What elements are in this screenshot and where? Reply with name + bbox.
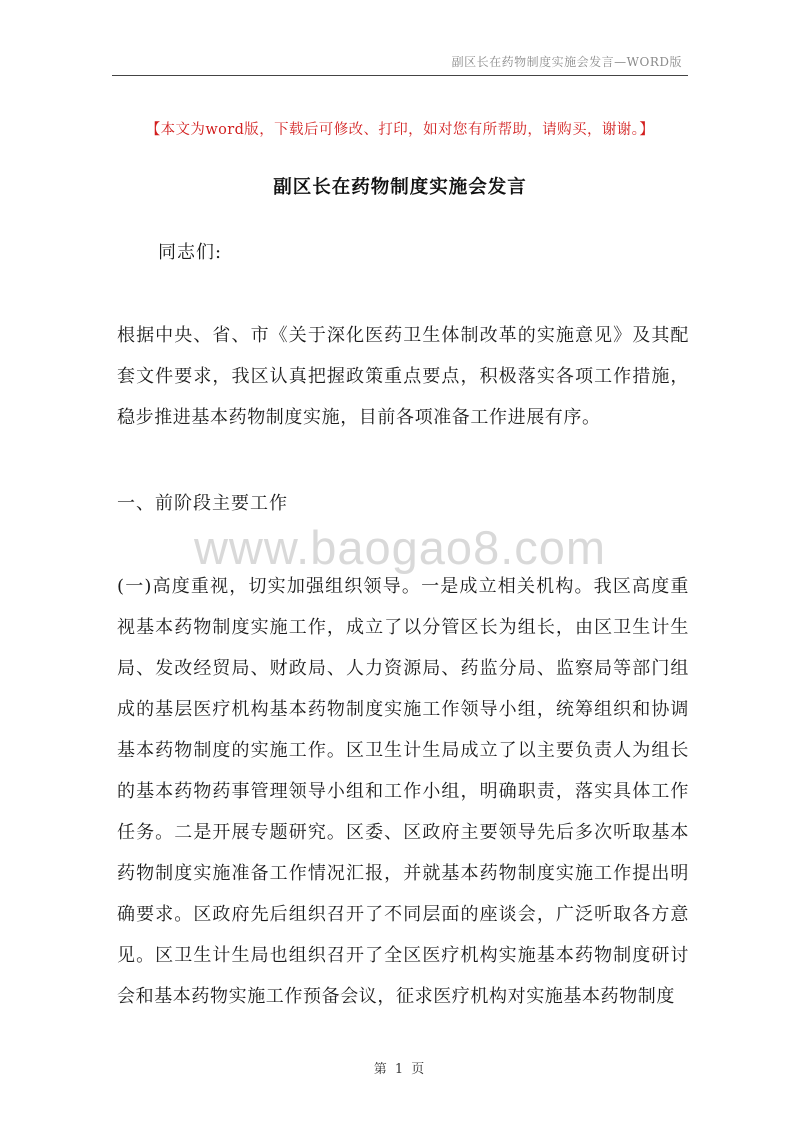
document-title: 副区长在药物制度实施会发言 bbox=[273, 177, 527, 198]
salutation: 同志们: bbox=[158, 242, 223, 263]
paragraph-intro: 根据中央、省、市《关于深化医药卫生体制改革的实施意见》及其配套文件要求，我区认真把握政策重点要点，积极落实各项工作措施，稳步推进基本药物制度实施，目前各项准备工作进展有序。 bbox=[117, 325, 689, 428]
running-header: 副区长在药物制度实施会发言—WORD版 bbox=[451, 55, 682, 69]
watermark: www.baogao8.com bbox=[193, 521, 607, 574]
page-number: 第 1 页 bbox=[373, 1062, 427, 1077]
header-rule bbox=[112, 75, 688, 76]
purchase-notice: 【本文为word版，下载后可修改、打印，如对您有所帮助，请购买，谢谢。】 bbox=[145, 122, 655, 138]
paragraph-organization: (一)高度重视，切实加强组织领导。一是成立相关机构。我区高度重视基本药物制度实施工作，成立了以分管区长为组长，由区卫生计生局、发改经贸局、财政局、人力资源局、药监分局、监察局等部门组成的基层医疗机构基本药物制度实施工作领导小组，统筹组织和协调基本药物制度的实施工作。区卫生计生局成立了以主要负责人为组长的基本药物药事管理领导小组和工作小组，明确职责，落实具体工作任务。二是开展专题研究。区委、区政府主要领导先后多次听取基本药物制度实施准备工作情况汇报，并就基本药物制度实施工作提出明确要求。区政府先后组织召开了不同层面的座谈会，广泛听取各方意见。区卫生计生局也组织召开了全区医疗机构实施基本药物制度研讨会和基本药物实施工作预备会议，征求医疗机构对实施基本药物制度 bbox=[117, 576, 689, 1007]
section-heading-1: 一、前阶段主要工作 bbox=[117, 493, 288, 514]
